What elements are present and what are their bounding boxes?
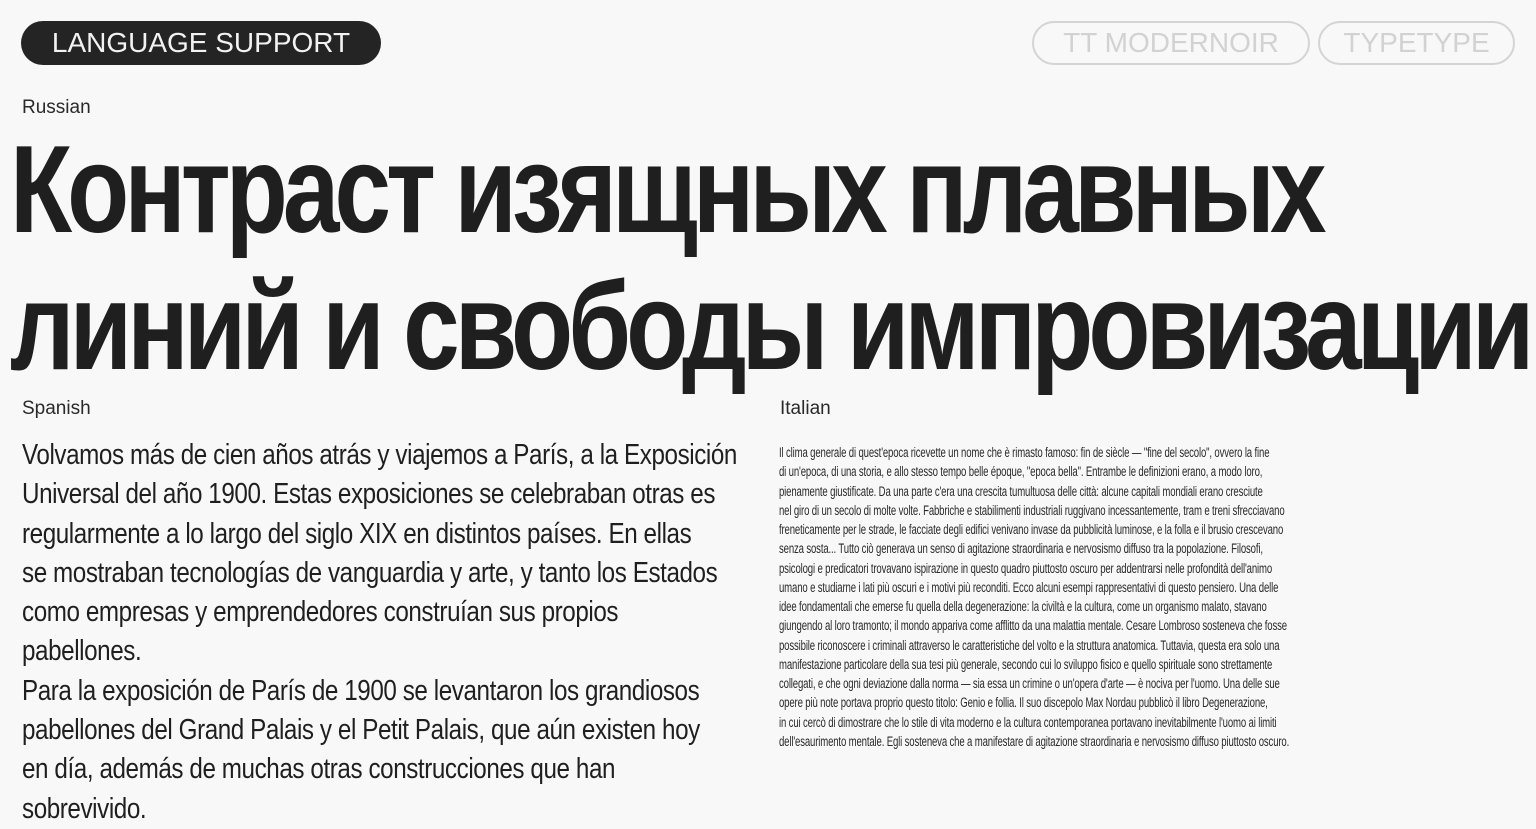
spanish-label: Spanish xyxy=(22,398,91,419)
italian-label: Italian xyxy=(780,398,831,419)
russian-sample-headline: Контраст изящных плавных линий и свободы импровизации xyxy=(10,121,1530,396)
italian-sample-text: Il clima generale di quest'epoca ricevette un nome che è rimasto famoso: fin de siècle — "fine del secolo", ovvero la fine di un'epoca, di una storia, e allo stesso tempo belle époque, "epoca bella". Entrambe le definizioni erano, a modo loro, pienamente giustificate. Da una parte c'era una crescita tumultuosa delle città: alcune capitali mondiali erano cresciute nel giro di un secolo di molte volte. Fabbriche e stabilimenti industriali ruggivano incessantemente, tram e treni sfrecciavano freneticamente per le strade, le facciate degli edifici venivano invase da pubblicità luminose, e la folla e il brusio crescevano senza sosta... Tutto ciò generava un senso di agitazione straordinaria e nervosismo diffuso tra la popolazione. Filosofi, psicologi e predicatori trovavano ispirazione in questo quadro piuttosto oscuro per addentrarsi nelle profondità dell'animo umano e studiarne i lati più oscuri e i motivi più reconditi. Ecco alcuni esempi rappresentativi di questo pensiero. Una delle idee fondamentali che emerse fu quella della degenerazione: la civiltà e la cultura, come un organismo malato, stavano giungendo al loro tramonto; il mondo appariva come afflitto da una malattia mentale. Cesare Lombroso sosteneva che fosse possibile riconoscere i criminali attraverso le caratteristiche del volto e la struttura anatomica. Tuttavia, questa era solo una manifestazione particolare della sua tesi più generale, secondo cui lo sviluppo fisico e quello spirituale sono strettamente collegati, e che ogni deviazione dalla norma — sia essa un crimine o un'opera d'arte — è nociva per l'uomo. Una delle sue opere più note portava proprio questo titolo: Genio e follia. Il suo discepolo Max Nordau pubblicò il libro Degenerazione, in cui cercò di dimostrare che lo stile di vita moderno e la cultura contemporanea portavano inevitabilmente l'uomo ai limiti dell'esaurimento mentale. Egli sosteneva che a manifestare di agitazione straordinaria e nervosismo diffuso piuttosto oscuro. xyxy=(779,445,1290,749)
foundry-tag[interactable]: TYPETYPE xyxy=(1318,21,1515,65)
font-name-tag[interactable]: TT MODERNOIR xyxy=(1032,21,1310,65)
language-support-tag: LANGUAGE SUPPORT xyxy=(21,21,381,65)
spanish-sample-text: Volvamos más de cien años atrás y viajemos a París, a la Exposición Universal del año 1900. Estas exposiciones se celebraban otras es regularmente a lo largo del siglo XIX en distintos países. En ellas se mostraban tecnologías de vanguardia y arte, y tanto los Estados como empresas y emprendedores construían sus propios pabellones. Para la exposición de París de 1900 se levantaron los grandiosos pabellones del Grand Palais y el Petit Palais, que aún existen hoy en día, además de muchas otras construcciones que han sobrevivido. xyxy=(22,439,737,825)
russian-label: Russian xyxy=(22,97,91,118)
